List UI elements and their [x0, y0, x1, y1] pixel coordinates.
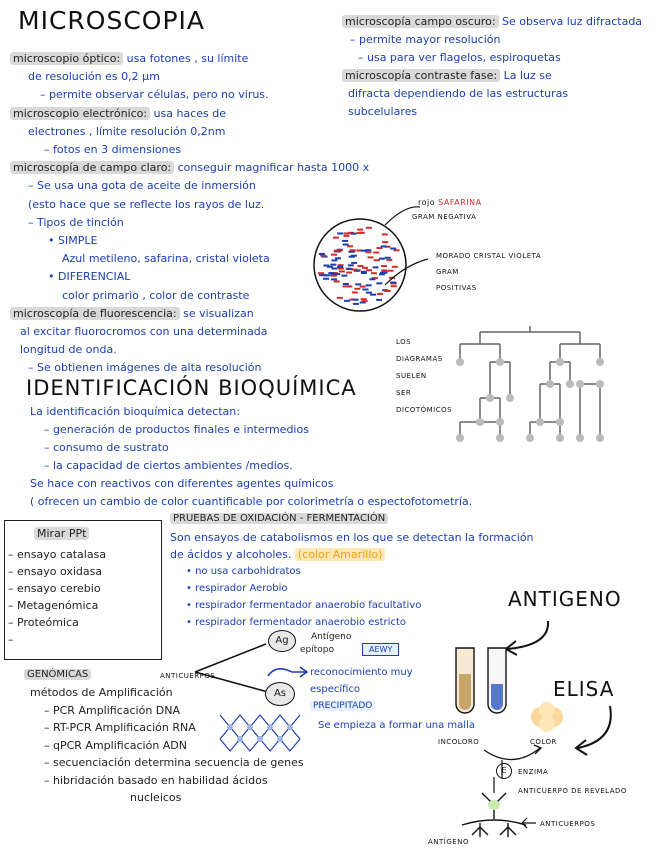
- left_col-line: [28, 216, 124, 229]
- genomicas-line: – qPCR Amplificación ADN: [44, 738, 188, 752]
- label-positivas: POSITIVAS: [436, 284, 477, 292]
- dichotomous-tree: [455, 322, 605, 447]
- ident_lines-line: [30, 477, 334, 490]
- right_top-line: [348, 87, 568, 100]
- title-identificacion: IDENTIFICACIÓN BIOQUÍMICA: [26, 376, 357, 400]
- line-text: Se hace con reactivos con diferentes agentes químicos: [30, 477, 334, 490]
- line-text: de resolución es 0,2 µm: [28, 70, 160, 84]
- tree-node: [476, 418, 484, 426]
- ppt-box-item: – Metagenómica: [8, 599, 99, 612]
- title-microscopia: MICROSCOPIA: [18, 6, 206, 35]
- enzyme-circle: E: [496, 763, 512, 779]
- line-text: La identificación bioquímica detectan:: [30, 405, 240, 418]
- tree-node: [456, 434, 464, 442]
- color-label: COLOR: [530, 738, 557, 746]
- right_top-line: [342, 69, 552, 82]
- left_col-line: [40, 88, 269, 101]
- genomicas-line: – secuenciación determina secuencia de genes: [44, 756, 304, 769]
- arrow-anticuerpos: [518, 816, 540, 830]
- ident_lines-line: [44, 441, 169, 454]
- tree-node: [496, 418, 504, 426]
- genomicas-title: GENÓMICAS: [24, 669, 91, 680]
- pruebas-item: • no usa carbohidratos: [186, 566, 301, 577]
- tree-label-word: SUELEN: [396, 372, 427, 380]
- tree-node: [556, 358, 564, 366]
- line-text: conseguir magnificar hasta 1000 x: [174, 161, 370, 175]
- anticuerpo-revelado-label: ANTICUERPO DE REVELADO: [518, 787, 627, 795]
- tree-node: [496, 434, 504, 442]
- right_top-line: [358, 51, 561, 64]
- line-text: usa fotones , su límite: [123, 52, 249, 65]
- line-text: Azul metileno, safarina, cristal violeta: [62, 252, 270, 266]
- line-text: color primario , color de contraste: [62, 288, 250, 302]
- test-tubes: [450, 644, 520, 724]
- ppt-box-item: – ensayo catalasa: [8, 548, 107, 561]
- line-text: – Tipos de tinción: [28, 215, 124, 229]
- tree-node: [456, 358, 464, 366]
- tree-node: [596, 358, 604, 366]
- ag-circle: Ag: [268, 630, 296, 652]
- line-text: – permite mayor resolución: [350, 33, 501, 46]
- line-text: • DIFERENCIAL: [48, 270, 131, 284]
- left_col-line: [28, 361, 261, 374]
- ident_lines-line: [30, 495, 472, 508]
- tree-label-word: SER: [396, 389, 412, 397]
- arrow-icon: [262, 662, 312, 684]
- tree-node: [496, 358, 504, 366]
- right_top-line: [350, 33, 500, 46]
- tree-node: [486, 394, 494, 402]
- left_col-line: [28, 179, 256, 192]
- label-gram-negativa: GRAM NEGATIVA: [412, 213, 477, 221]
- pruebas-item: • respirador fermentador anaerobio facultativo: [186, 600, 422, 611]
- label-gram: GRAM: [436, 268, 459, 276]
- ppt-box-item: –: [8, 633, 14, 646]
- left_col-line: [62, 252, 270, 265]
- antigeno-big-title: ANTIGENO: [508, 587, 622, 611]
- label-morado: MORADO CRISTAL VIOLETA: [436, 252, 542, 260]
- genomicas-line: – RT-PCR Amplificación RNA: [44, 721, 196, 734]
- left_col-line: [28, 125, 225, 138]
- tree-node: [566, 380, 574, 388]
- left_col-line: [10, 52, 248, 65]
- line-text: se visualizan: [179, 306, 254, 320]
- elisa-antibody-drawing: [450, 775, 540, 840]
- tree-node: [556, 434, 564, 442]
- precipitado-label: PRECIPITADO: [310, 701, 375, 711]
- line-text: al excitar fluorocromos con una determinada: [20, 325, 268, 338]
- tree-node: [526, 434, 534, 442]
- line-text: Se observa luz difractada: [498, 15, 643, 28]
- especifico-label: específico: [310, 684, 361, 695]
- line-text: longitud de onda.: [20, 343, 117, 357]
- genomicas-line: – PCR Amplificación DNA: [44, 703, 181, 717]
- ppt-box-item: – ensayo cerebio: [8, 582, 101, 595]
- tree-node: [536, 418, 544, 426]
- malla-label: Se empieza a formar una malla: [318, 720, 475, 731]
- right_top-line: [342, 15, 642, 28]
- left_col-line: [20, 343, 117, 356]
- left_col-line: [20, 325, 268, 338]
- as-circle: As: [265, 682, 295, 706]
- tree-label-word: LOS: [396, 338, 412, 346]
- highlight-term: microscopía de fluorescencia:: [10, 307, 180, 320]
- ppt-box-title: Mirar PPt: [34, 527, 89, 540]
- left_col-line: [44, 143, 181, 156]
- genomicas-line: – hibridación basado en habilidad ácidos: [44, 773, 268, 787]
- tree-node: [596, 434, 604, 442]
- pruebas-title: PRUEBAS DE OXIDACIÓN - FERMENTACIÓN: [170, 513, 388, 524]
- incoloro-label: INCOLORO: [438, 738, 480, 746]
- left_col-line: [10, 161, 369, 174]
- highlight-term: microscopía contraste fase:: [342, 69, 500, 82]
- left_col-line: [28, 70, 160, 83]
- pruebas-item: • respirador Aerobio: [186, 583, 288, 594]
- highlight-term: microscopio electrónico:: [10, 107, 150, 120]
- highlight-term: microscopio óptico:: [10, 52, 123, 65]
- left_col-line: [48, 270, 130, 283]
- highlight-term: microscopía campo oscuro:: [342, 15, 499, 28]
- tree-node: [596, 380, 604, 388]
- line-text: – fotos en 3 dimensiones: [44, 143, 182, 156]
- pruebas-line2: de ácidos y alcoholes. (color Amarillo): [170, 548, 385, 561]
- tree-node: [556, 418, 564, 426]
- color-amarillo-note: (color Amarillo): [295, 548, 386, 561]
- ppt-box-item: – Proteómica: [8, 616, 79, 629]
- line-text: • SIMPLE: [48, 234, 98, 247]
- anticuerpos-elisa-label: ANTICUERPOS: [540, 820, 596, 828]
- reconocimiento-label: reconocimiento muy: [310, 667, 413, 678]
- line-text: electrones , límite resolución 0,2nm: [28, 124, 226, 138]
- tree-node: [576, 434, 584, 442]
- line-text: usa haces de: [150, 106, 227, 120]
- left_col-line: [10, 107, 226, 120]
- ident_lines-line: [44, 423, 309, 436]
- pruebas-line1: Son ensayos de catabolismos en los que se detectan la formación: [170, 531, 534, 544]
- left_col-line: [10, 307, 254, 320]
- line-text: – la capacidad de ciertos ambientes /medios.: [44, 459, 293, 472]
- anticuerpos-label: ANTICUERPOS: [160, 672, 216, 680]
- tree-label-word: DICOTÓMICOS: [396, 406, 453, 414]
- line-text: – Se obtienen imágenes de alta resolución: [28, 361, 262, 375]
- ppt-box-item: – ensayo oxidasa: [8, 565, 103, 578]
- antigeno-small-label: ANTÍGENO: [428, 838, 469, 846]
- line-text: La luz se: [500, 69, 552, 82]
- highlight-term: microscopía de campo claro:: [10, 161, 174, 174]
- enzima-label: ENZIMA: [518, 768, 549, 776]
- line-text: subcelulares: [348, 105, 418, 118]
- label-rojo: rojo SAFARINA: [418, 198, 482, 207]
- ident_lines-line: [30, 405, 240, 418]
- antibody-mesh: [215, 705, 310, 760]
- tree-node: [576, 380, 584, 388]
- line-text: difracta dependiendo de las estructuras: [348, 87, 569, 100]
- pruebas-item: • respirador fermentador anaerobio estricto: [186, 617, 406, 628]
- line-text: (esto hace que se reflecte los rayos de luz.: [28, 197, 265, 211]
- left_col-line: [62, 289, 249, 302]
- line-text: – usa para ver flagelos, espiroquetas: [358, 51, 561, 64]
- epitopo-label: epítopo: [300, 645, 335, 655]
- tree-label-word: DIAGRAMAS: [396, 355, 443, 363]
- elisa-big-title: ELISA: [553, 677, 615, 701]
- line-text: – Se usa una gota de aceite de inmersión: [28, 179, 256, 193]
- left_col-line: [48, 234, 97, 247]
- antigeno-label: Antígeno: [311, 632, 352, 642]
- tree-node: [546, 380, 554, 388]
- left_col-line: [28, 198, 264, 211]
- right_top-line: [348, 105, 417, 118]
- line-text: – generación de productos finales e intermedios: [44, 423, 309, 436]
- line-text: – consumo de sustrato: [44, 441, 169, 454]
- ident_lines-line: [44, 459, 293, 472]
- line-text: – permite observar células, pero no virus.: [40, 88, 269, 102]
- genomicas-line: métodos de Amplificación: [30, 686, 173, 699]
- label-pointer-lines: [380, 195, 440, 305]
- color-blob: [527, 700, 567, 734]
- tree-node: [506, 394, 514, 402]
- line-text: ( ofrecen un cambio de color cuantificable por colorimetría o espectofotometría.: [30, 495, 473, 508]
- aewy-tag: AEWY: [362, 643, 399, 656]
- genomicas-line: nucleicos: [130, 791, 182, 804]
- arrow-to-enzyme: [570, 700, 625, 760]
